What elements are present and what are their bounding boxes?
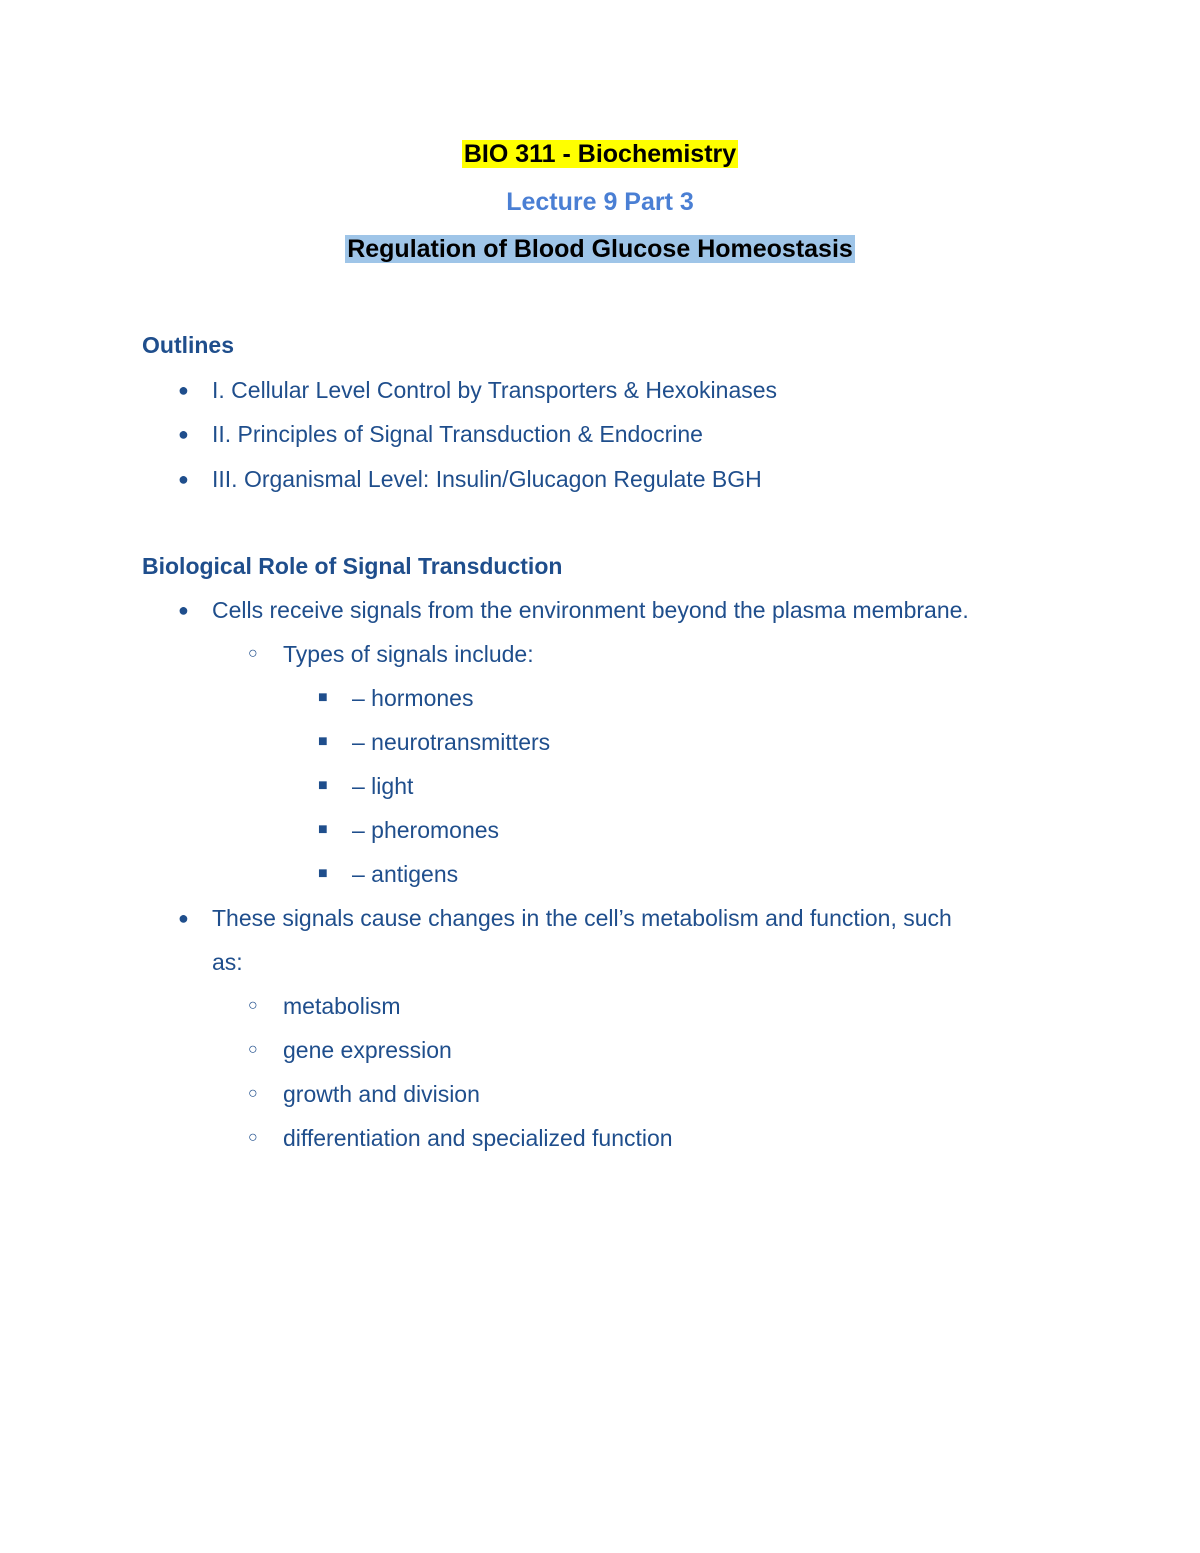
effect-item: gene expression xyxy=(283,1037,452,1063)
circle-bullet-icon: ○ xyxy=(248,645,258,662)
lecture-title: Lecture 9 Part 3 xyxy=(506,188,694,216)
effect-item: growth and division xyxy=(283,1081,480,1107)
bullet-icon: ● xyxy=(178,424,189,444)
signal-point-1: Cells receive signals from the environment beyond the plasma membrane. xyxy=(212,597,969,623)
outline-item-1: I. Cellular Level Control by Transporters & Hexokinases xyxy=(212,377,778,403)
square-bullet-icon: ■ xyxy=(318,733,328,750)
effect-item: metabolism xyxy=(283,993,401,1019)
outlines-heading: Outlines xyxy=(142,332,235,358)
circle-bullet-icon: ○ xyxy=(248,1129,258,1146)
signal-type-item: – hormones xyxy=(352,685,474,711)
outline-item-2: II. Principles of Signal Transduction & Endocrine xyxy=(212,421,703,447)
signal-point-2-line-1: These signals cause changes in the cell’s metabolism and function, such xyxy=(212,905,952,931)
circle-bullet-icon: ○ xyxy=(248,997,258,1014)
bullet-icon: ● xyxy=(178,380,189,400)
signal-type-item: – neurotransmitters xyxy=(352,729,551,755)
circle-bullet-icon: ○ xyxy=(248,1041,258,1058)
outline-item-3: III. Organismal Level: Insulin/Glucagon Regulate BGH xyxy=(212,466,762,492)
topic-title-text: Regulation of Blood Glucose Homeostasis xyxy=(347,235,853,263)
signal-type-item: – light xyxy=(352,773,414,799)
square-bullet-icon: ■ xyxy=(318,865,328,882)
signal-type-item: – antigens xyxy=(352,861,459,887)
signal-type-item: – pheromones xyxy=(352,817,500,843)
square-bullet-icon: ■ xyxy=(318,689,328,706)
circle-bullet-icon: ○ xyxy=(248,1085,258,1102)
square-bullet-icon: ■ xyxy=(318,777,328,794)
course-title xyxy=(0,140,1200,169)
course-title-text: BIO 311 - Biochemistry xyxy=(463,140,737,168)
topic-title xyxy=(0,235,1200,264)
effect-item: differentiation and specialized function xyxy=(283,1125,673,1151)
signal-point-2-line-2: as: xyxy=(212,949,243,975)
bullet-icon: ● xyxy=(178,600,189,620)
bullet-icon: ● xyxy=(178,908,189,928)
signal-section-heading: Biological Role of Signal Transduction xyxy=(142,553,563,579)
bullet-icon: ● xyxy=(178,469,189,489)
square-bullet-icon: ■ xyxy=(318,821,328,838)
signal-types-label: Types of signals include: xyxy=(283,641,534,667)
